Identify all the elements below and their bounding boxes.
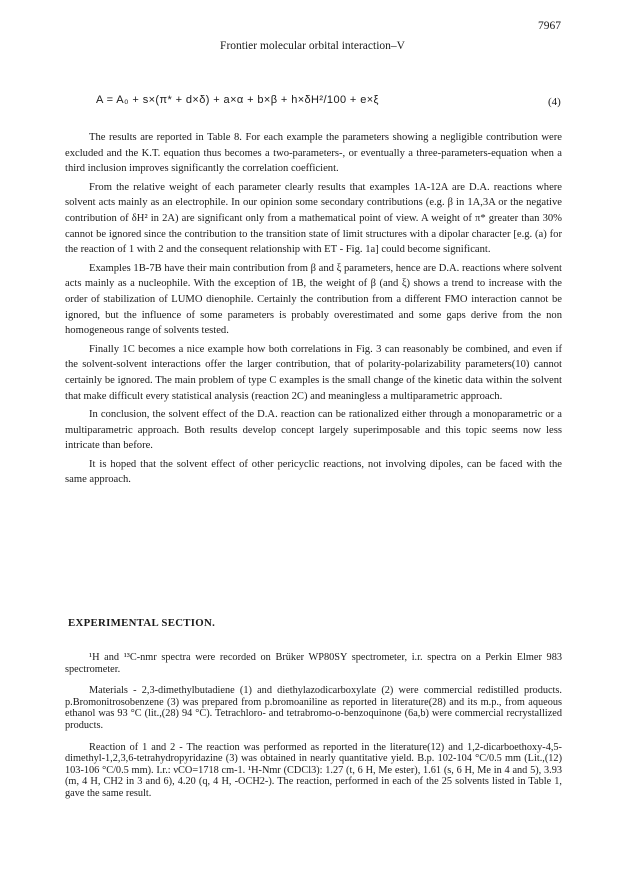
paragraph-1: The results are reported in Table 8. For each example the parameters showing a negligible contribution were excluded and the K.T. equation thus becomes a two-parameters-, or eventually a three-parameters-equation when a third inclusion improves significantly the correlation coefficient. bbox=[65, 132, 562, 175]
paragraph-2: From the relative weight of each parameter clearly results that examples 1A-12A are D.A. reactions where solvent acts mainly as an electrophile. In our opinion some secondary contributions (e.g. β in 1A,3A or the negative contribution of δH² in 2A) are significant only from a mathematical point of view. A weight of π* greater than 30% cannot be ignored since the contribution to the transition state of limit structures with a dipolar character [e.g. (a) for the reaction of 1 with 2 and the consequent relationship with ET - Fig. 1a] could become significant. bbox=[65, 181, 562, 256]
discussion-text bbox=[65, 130, 562, 491]
paragraph-5: In conclusion, the solvent effect of the D.A. reaction can be rationalized either through a monoparametric or a multiparametric approach. Both results develop concept largely superimposable and this topic seems now less intricate than before. bbox=[65, 409, 562, 452]
experimental-text bbox=[65, 652, 562, 810]
equation-4: A = A₀ + s×(π* + d×δ) + a×α + b×β + h×δH²/100 + e×ξ bbox=[96, 94, 379, 106]
section-heading: EXPERIMENTAL SECTION. bbox=[68, 617, 216, 629]
paragraph-4: Finally 1C becomes a nice example how both correlations in Fig. 3 can reasonably be combined, and even if the solvent-solvent interactions offer the larger contribution, that of polarity-polarizability parameters(10) cannot certainly be ignored. The main problem of type C examples is the small change of the kinetic data within the solvent that make difficult every statistical analysis (reaction 2C) and meaningless a multiparametric approach. bbox=[65, 343, 562, 402]
paragraph-3: Examples 1B-7B have their main contribution from β and ξ parameters, hence are D.A. reactions where solvent acts mainly as a nucleophile. With the exception of 1B, the weight of β (and ξ) shows a trend to increase with the order of stabilization of LUMO dienophile. Certainly the contribution from a different FMO interaction cannot be ignored, but the influence of some parameters is probably overestimated and some gaps derive from the non homogeneous range of solvents tested. bbox=[65, 262, 562, 337]
instruments-paragraph: ¹H and ¹³C-nmr spectra were recorded on Brüker WP80SY spectrometer, i.r. spectra on a Perkin Elmer 983 spectrometer. bbox=[65, 652, 562, 675]
paragraph-6: It is hoped that the solvent effect of other pericyclic reactions, not involving dipoles, can be faced with the same approach. bbox=[65, 458, 562, 486]
page-number: 7967 bbox=[538, 20, 561, 32]
equation-number: (4) bbox=[548, 96, 561, 108]
materials-paragraph: Materials - 2,3-dimethylbutadiene (1) and diethylazodicarboxylate (2) were commercial redistilled products. p.Bromonitrosobenzene (3) was prepared from p.bromoaniline as reported in literature(28) and its m.p., from aqueous ethanol was 93 °C (lit.,(28) 94 °C). Tetrachloro- and tetrabromo-o-benzoquinone (6a,b) were commercial recrystallized products. bbox=[65, 685, 562, 731]
running-header: Frontier molecular orbital interaction–V bbox=[220, 40, 405, 52]
reaction-paragraph: Reaction of 1 and 2 - The reaction was performed as reported in the literature(12) and 1,2-dicarboethoxy-4,5-dimethyl-1,2,3,6-tetrahydropyridazine (3) was obtained in nearly quantitative yield. B.p. 102-104 °C/0.5 mm (Lit.,(12) 103-106 °C/0.5 mm). I.r.: νCO=1718 cm-1. ¹H-Nmr (CDCl3): 1.27 (t, 6 H, Me ester), 1.61 (s, 6 H, Me in 4 and 5), 3.93 (m, 4 H, CH2 in 3 and 6), 4.20 (q, 4 H, -OCH2-). The reaction, performed in each of the 25 solvents listed in Table 1, gave the same result. bbox=[65, 741, 562, 799]
